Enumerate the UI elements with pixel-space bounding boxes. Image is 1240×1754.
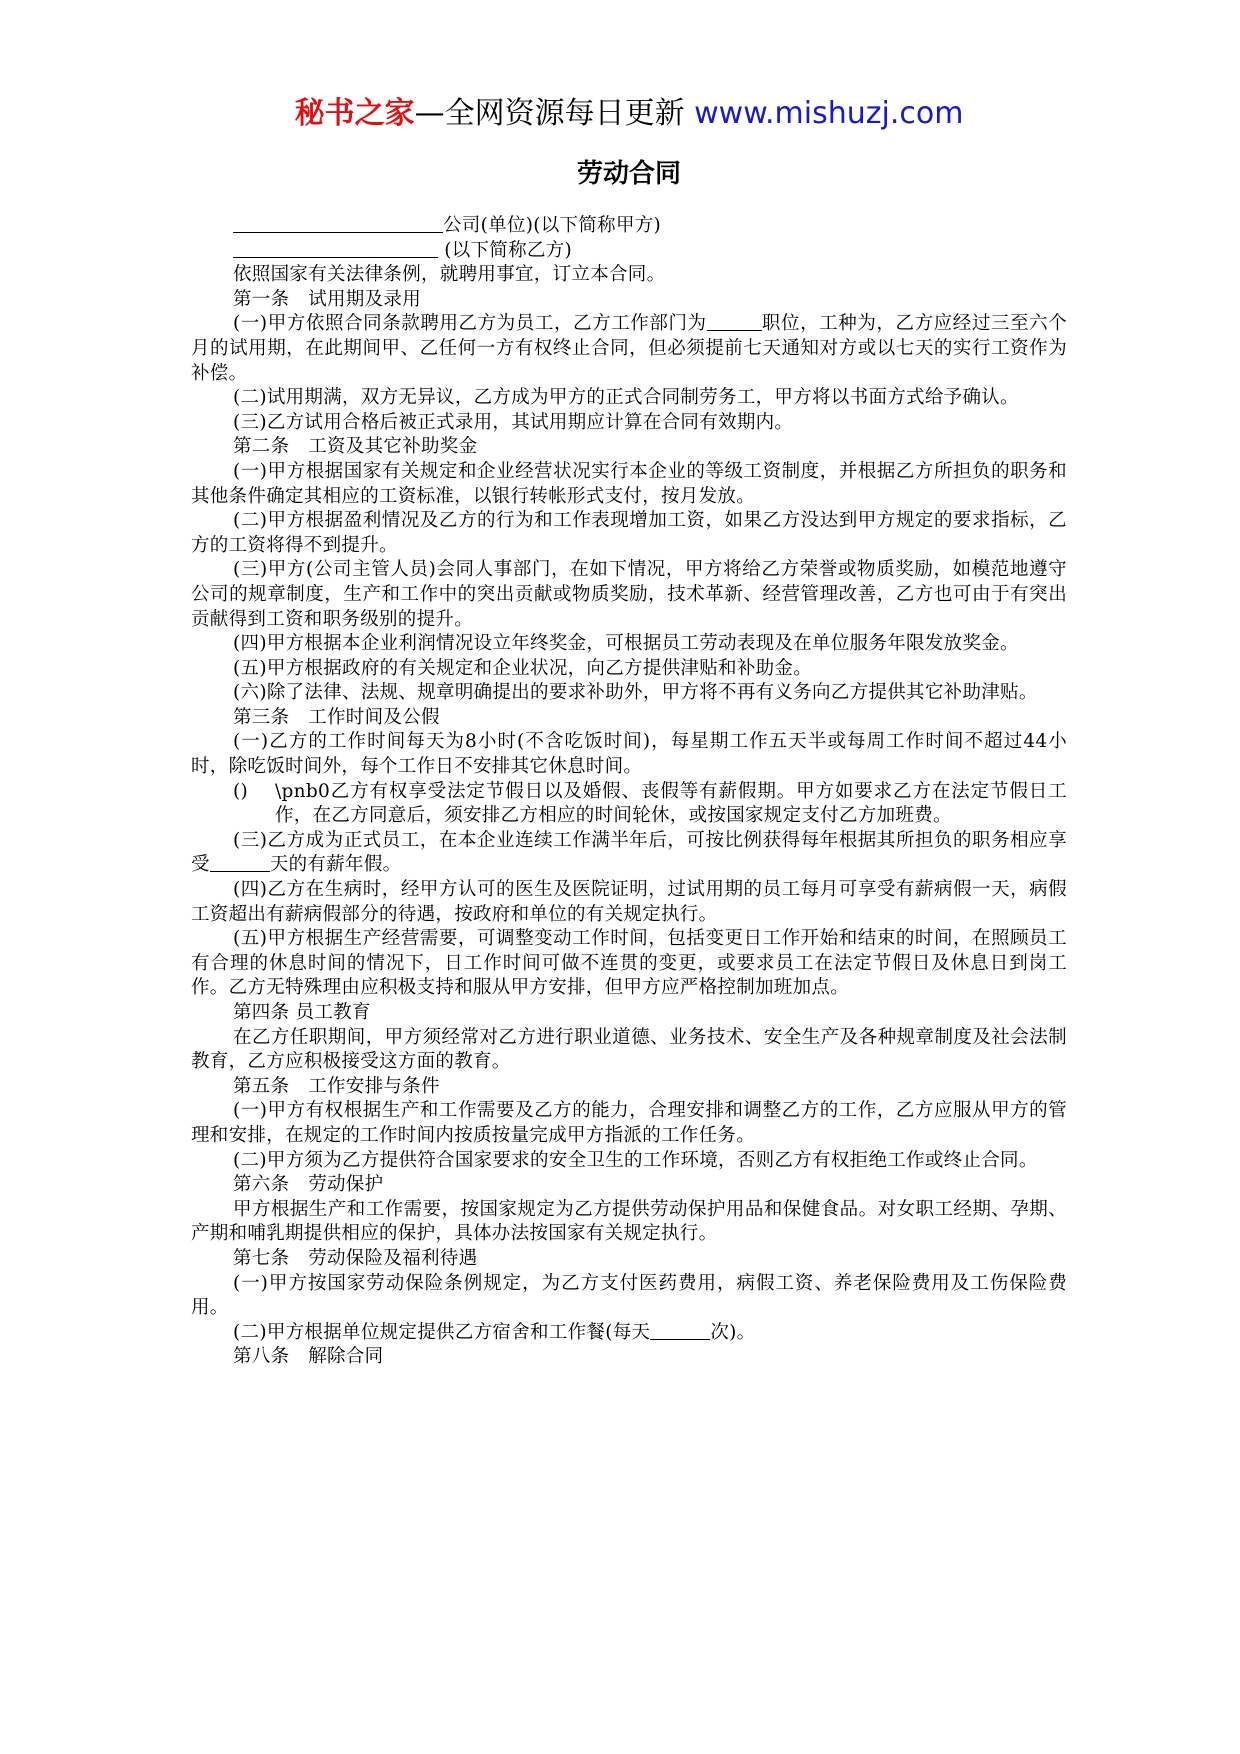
document-title: 劳动合同 <box>576 159 681 189</box>
blank-line <box>233 214 443 233</box>
blank-line <box>210 853 270 872</box>
site-banner <box>191 92 1067 136</box>
blank-line <box>233 239 438 258</box>
article-1-clause-3: (三)乙方试用合格后被正式录用，其试用期应计算在合同有效期内。 <box>233 411 794 433</box>
article-4-clause-1: 在乙方任职期间，甲方须经常对乙方进行职业道德、业务技术、安全生产及各种规章制度及社会法制教育，乙方应积极接受这方面的教育。 <box>191 1026 1067 1073</box>
intro-paragraph: 依照国家有关法律条例，就聘用事宜，订立本合同。 <box>233 264 666 286</box>
party-b-line: (以下简称乙方) <box>191 239 1067 264</box>
article-1-clause-1: (一)甲方依照合同条款聘用乙方为员工，乙方工作部门为 职位，工种为，乙方应经过三至六个月的试用期，在此期间甲、乙任何一方有权终止合同，但必须提前七天通知对方或以七天的实行工资作为补偿。 <box>191 313 1067 384</box>
party-a-line: 公司(单位)(以下简称甲方) <box>191 214 1067 239</box>
article-5-clause-1: (一)甲方有权根据生产和工作需要及乙方的能力，合理安排和调整乙方的工作，乙方应服从甲方的管理和安排，在规定的工作时间内按质按量完成甲方指派的工作任务。 <box>191 1100 1067 1146</box>
article-5-heading: 第五条 工作安排与条件 <box>233 1075 440 1097</box>
article-2-heading: 第二条 工资及其它补助奖金 <box>233 436 478 458</box>
article-3-clause-1: (一)乙方的工作时间每天为8小时(不含吃饭时间)，每星期工作五天半或每周工作时间不超过44小时，除吃饭时间外，每个工作日不安排其它休息时间。 <box>191 731 1067 778</box>
article-5-clause-2: (二)甲方须为乙方提供符合国家要求的安全卫生的工作环境，否则乙方有权拒绝工作或终止合同。 <box>233 1149 1038 1171</box>
article-7-heading: 第七条 劳动保险及福利待遇 <box>233 1247 478 1269</box>
article-3-clause-3: (三)乙方成为正式员工，在本企业连续工作满半年后，可按比例获得每年根据其所担负的职务相应享受 天的有薪年假。 <box>191 829 1067 876</box>
article-2-clause-5: (五)甲方根据政府的有关规定和企业状况，向乙方提供津贴和补助金。 <box>233 657 813 679</box>
article-3-clause-4: (四)乙方在生病时，经甲方认可的医生及医院证明，过试用期的员工每月可享受有薪病假一天，病假工资超出有薪病假部分的待遇，按政府和单位的有关规定执行。 <box>191 879 1067 925</box>
article-1-clause-2: (二)试用期满，双方无异议，乙方成为甲方的正式合同制劳务工，甲方将以书面方式给予确认。 <box>233 387 1019 409</box>
document-body <box>191 214 1067 1370</box>
article-2-clause-4: (四)甲方根据本企业利润情况设立年终奖金，可根据员工劳动表现及在单位服务年限发放奖金。 <box>233 633 1019 655</box>
blank-line <box>707 312 762 331</box>
article-3-heading: 第三条 工作时间及公假 <box>233 706 440 728</box>
article-2-clause-2: (二)甲方根据盈利情况及乙方的行为和工作表现增加工资，如果乙方没达到甲方规定的要求指标，乙方的工资将得不到提升。 <box>191 510 1067 556</box>
article-7-clause-2: (二)甲方根据单位规定提供乙方宿舍和工作餐(每天 次)。 <box>233 1321 756 1343</box>
article-2-clause-1: (一)甲方根据国家有关规定和企业经营状况实行本企业的等级工资制度，并根据乙方所担负的职务和其他条件确定其相应的工资标准，以银行转帐形式支付，按月发放。 <box>191 460 1067 507</box>
article-3-clause-5: (五)甲方根据生产经营需要，可调整变动工作时间，包括变更日工作开始和结束的时间，在照顾员工有合理的休息时间的情况下，日工作时间可做不连贯的变更，或要求员工在法定节假日及休息日到岗工作。乙方无特殊理由应积极支持和服从甲方安排，但甲方应严格控制加班加点。 <box>191 928 1067 999</box>
banner-tagline: —全网资源每日更新 <box>414 96 685 131</box>
article-6-clause-1: 甲方根据生产和工作需要，按国家规定为乙方提供劳动保护用品和保健食品。对女职工经期、孕期、产期和哺乳期提供相应的保护，具体办法按国家有关规定执行。 <box>191 1198 1067 1245</box>
article-6-heading: 第六条 劳动保护 <box>233 1174 384 1196</box>
article-2-clause-3: (三)甲方(公司主管人员)会同人事部门，在如下情况，甲方将给乙方荣誉或物质奖励，如模范地遵守公司的规章制度，生产和工作中的突出贡献或物质奖励，技术革新、经营管理改善，乙方也可由于有突出贡献得到工资和职务级别的提升。 <box>191 559 1067 630</box>
article-4-heading: 第四条 员工教育 <box>233 1002 371 1023</box>
article-3-clause-2: () \pnb0乙方有权享受法定节假日以及婚假、丧假等有薪假期。甲方如要求乙方在法定节假日工作，在乙方同意后，须安排乙方相应的时间轮休，或按国家规定支付乙方加班费。 <box>191 780 1067 829</box>
article-7-clause-1: (一)甲方按国家劳动保险条例规定，为乙方支付医药费用，病假工资、养老保险费用及工伤保险费用。 <box>191 1272 1067 1319</box>
blank-line <box>650 1321 710 1340</box>
banner-brand: 秘书之家 <box>294 96 415 131</box>
article-1-heading: 第一条 试用期及录用 <box>233 288 422 310</box>
clause-marker: () <box>233 780 249 802</box>
article-2-clause-6: (六)除了法律、法规、规章明确提出的要求补助外，甲方将不再有义务向乙方提供其它补助津贴。 <box>233 682 1038 704</box>
article-8-heading: 第八条 解除合同 <box>233 1346 384 1368</box>
banner-url[interactable]: www.mishuzj.com <box>694 96 964 131</box>
